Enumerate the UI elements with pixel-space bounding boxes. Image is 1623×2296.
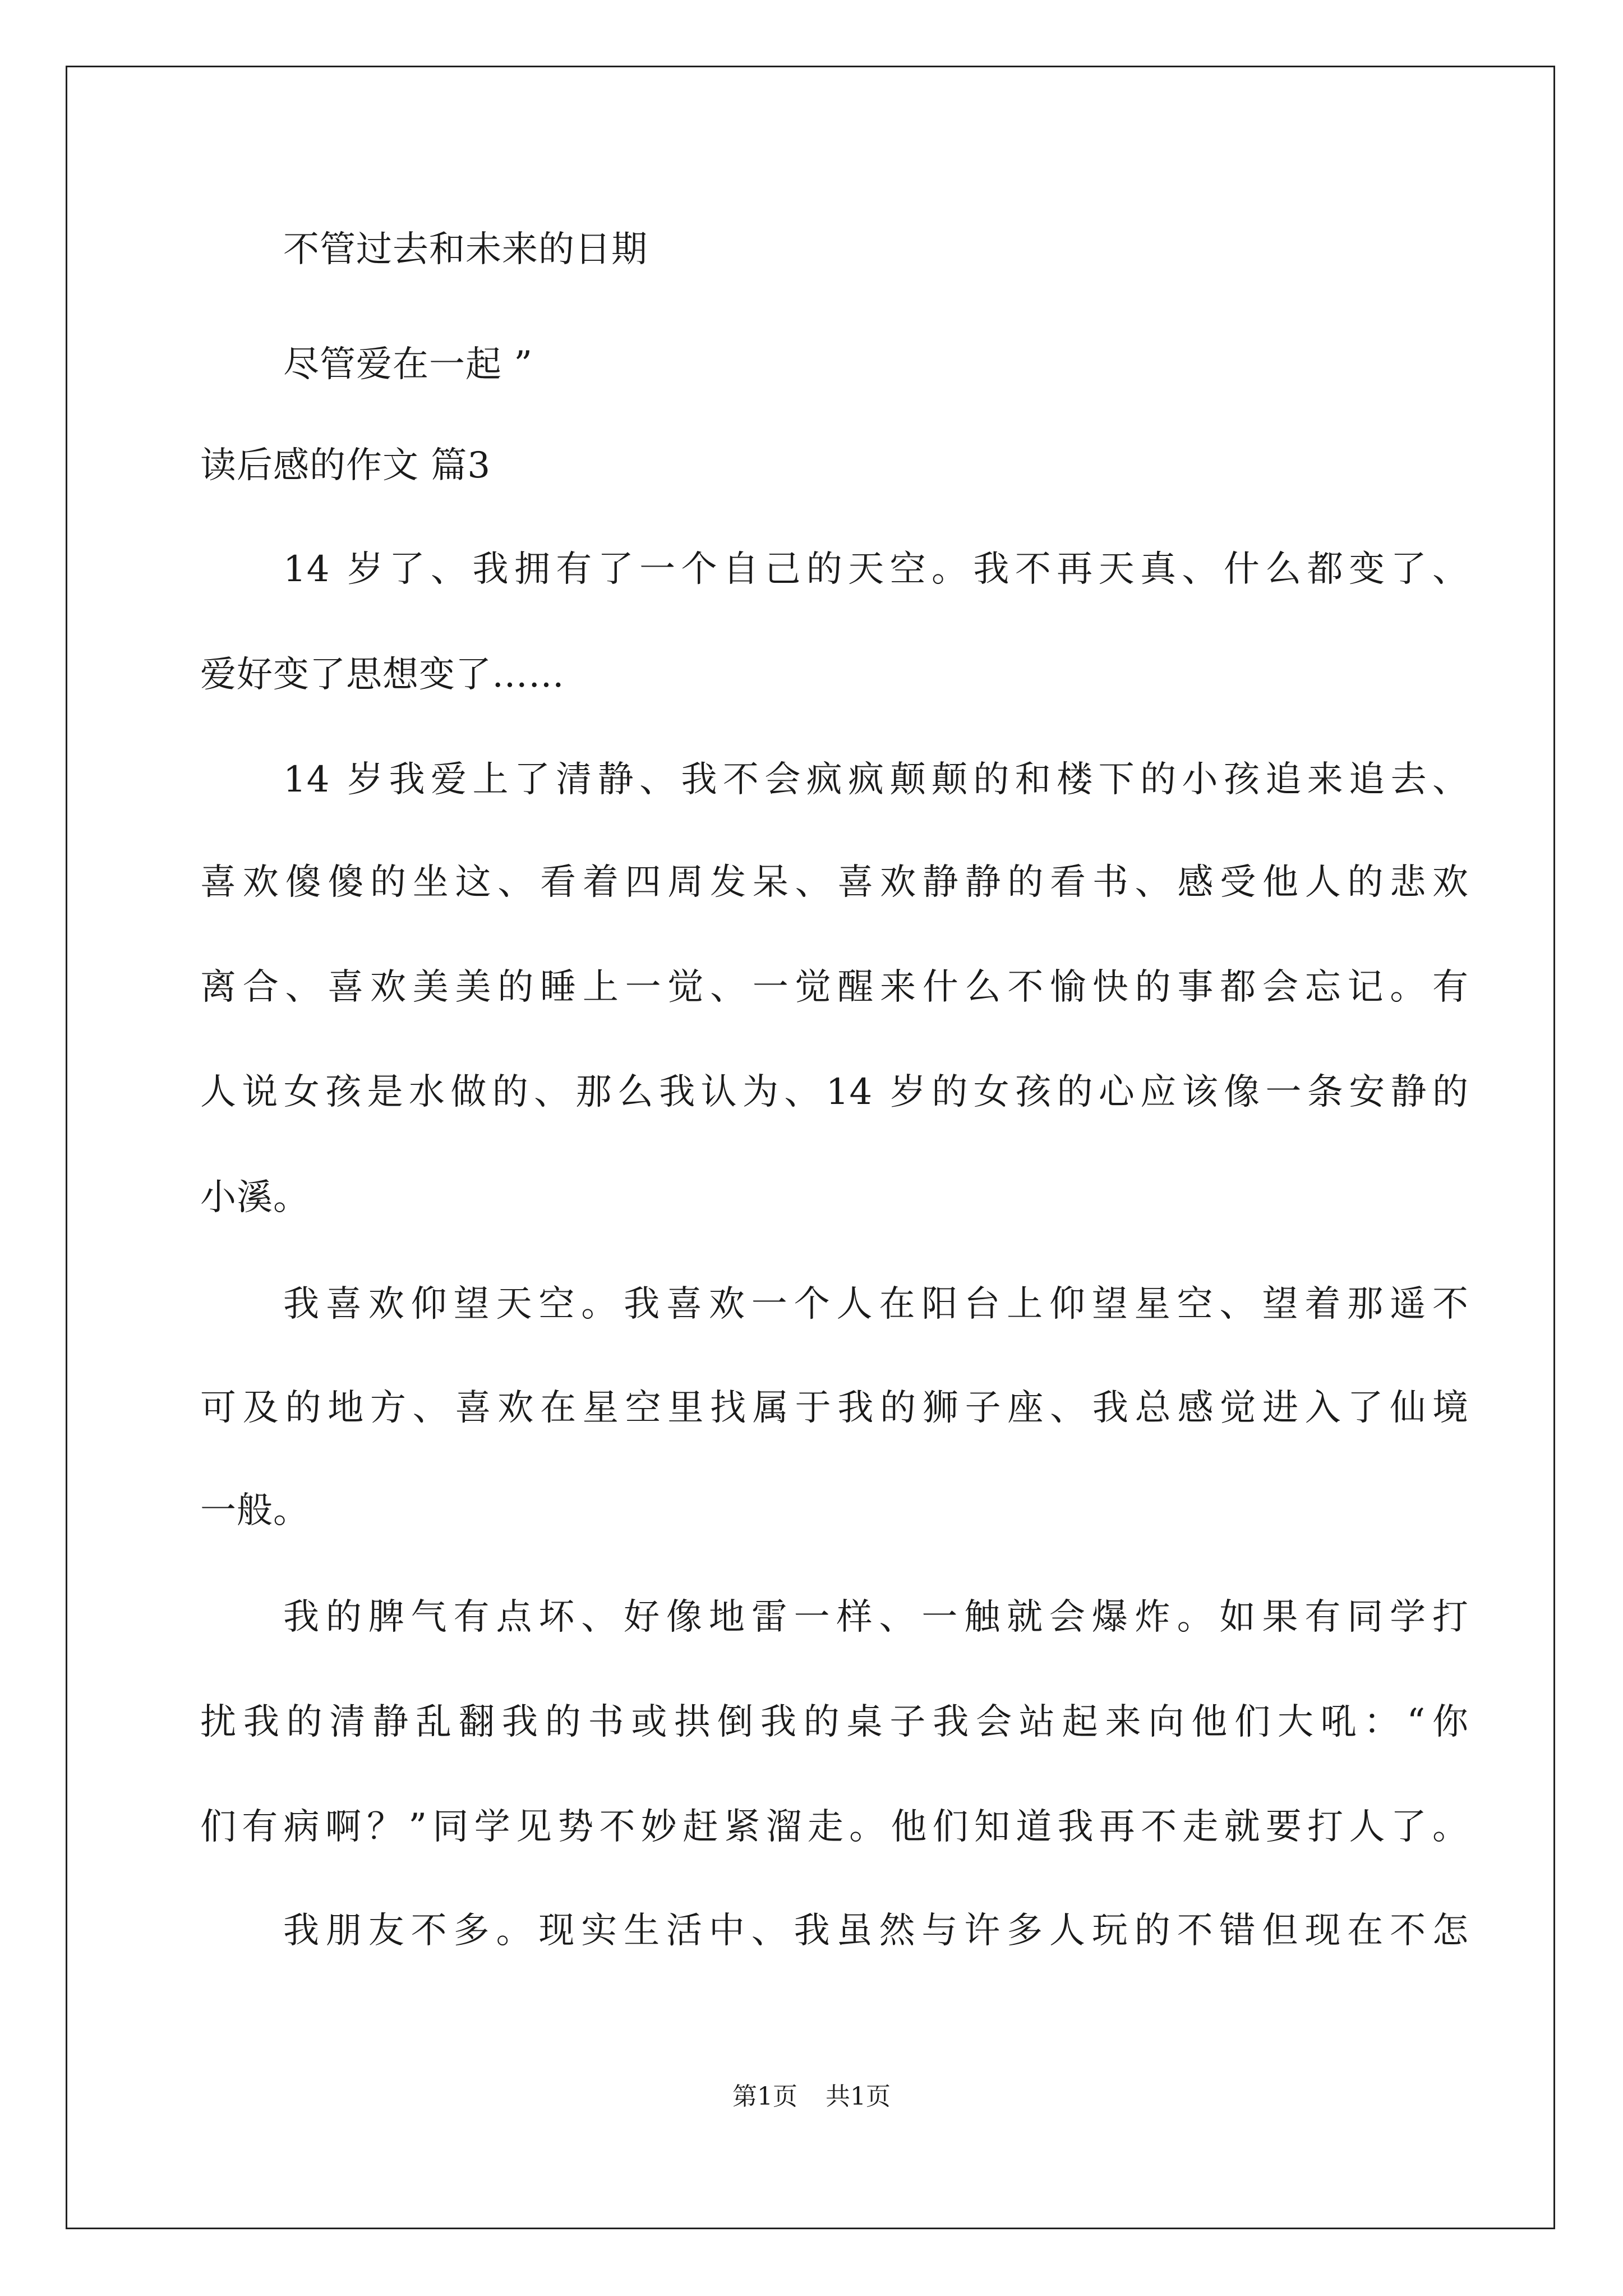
paragraph-4-line-2: 扰我的清静乱翻我的书或拱倒我的桌子我会站起来向他们大吼：“你	[200, 1701, 1469, 1743]
page-footer	[0, 2081, 1623, 2113]
poem-line-2: 尽管爱在一起 ”	[283, 344, 533, 385]
section-heading: 读后感的作文 篇3	[200, 445, 491, 486]
paragraph-4-line-1: 我的脾气有点坏、好像地雷一样、一触就会爆炸。如果有同学打	[283, 1596, 1469, 1638]
paragraph-2-line-4: 人说女孩是水做的、那么我认为、14 岁的女孩的心应该像一条安静的	[200, 1071, 1469, 1113]
paragraph-2-line-3: 离合、喜欢美美的睡上一觉、一觉醒来什么不愉快的事都会忘记。有	[200, 967, 1469, 1008]
paragraph-4-line-3: 们有病啊？”同学见势不妙赶紧溜走。他们知道我再不走就要打人了。	[200, 1806, 1469, 1848]
paragraph-5-line-1: 我朋友不多。现实生活中、我虽然与许多人玩的不错但现在不怎	[283, 1910, 1469, 1952]
paragraph-3-line-3: 一般。	[200, 1490, 310, 1531]
page-total: 共1页	[826, 2082, 891, 2111]
poem-line-1: 不管过去和未来的日期	[283, 229, 648, 270]
page-number: 第1页	[732, 2082, 797, 2111]
page-border	[66, 66, 1555, 2229]
paragraph-2-line-2: 喜欢傻傻的坐这、看着四周发呆、喜欢静静的看书、感受他人的悲欢	[200, 862, 1469, 903]
paragraph-1-line-1: 14 岁了、我拥有了一个自己的天空。我不再天真、什么都变了、	[283, 549, 1469, 590]
paragraph-2-line-5: 小溪。	[200, 1177, 310, 1218]
paragraph-3-line-1: 我喜欢仰望天空。我喜欢一个人在阳台上仰望星空、望着那遥不	[283, 1283, 1469, 1325]
paragraph-2-line-1: 14 岁我爱上了清静、我不会疯疯颠颠的和楼下的小孩追来追去、	[283, 759, 1469, 800]
paragraph-3-line-2: 可及的地方、喜欢在星空里找属于我的狮子座、我总感觉进入了仙境	[200, 1387, 1469, 1429]
paragraph-1-line-2: 爱好变了思想变了……	[200, 654, 565, 696]
